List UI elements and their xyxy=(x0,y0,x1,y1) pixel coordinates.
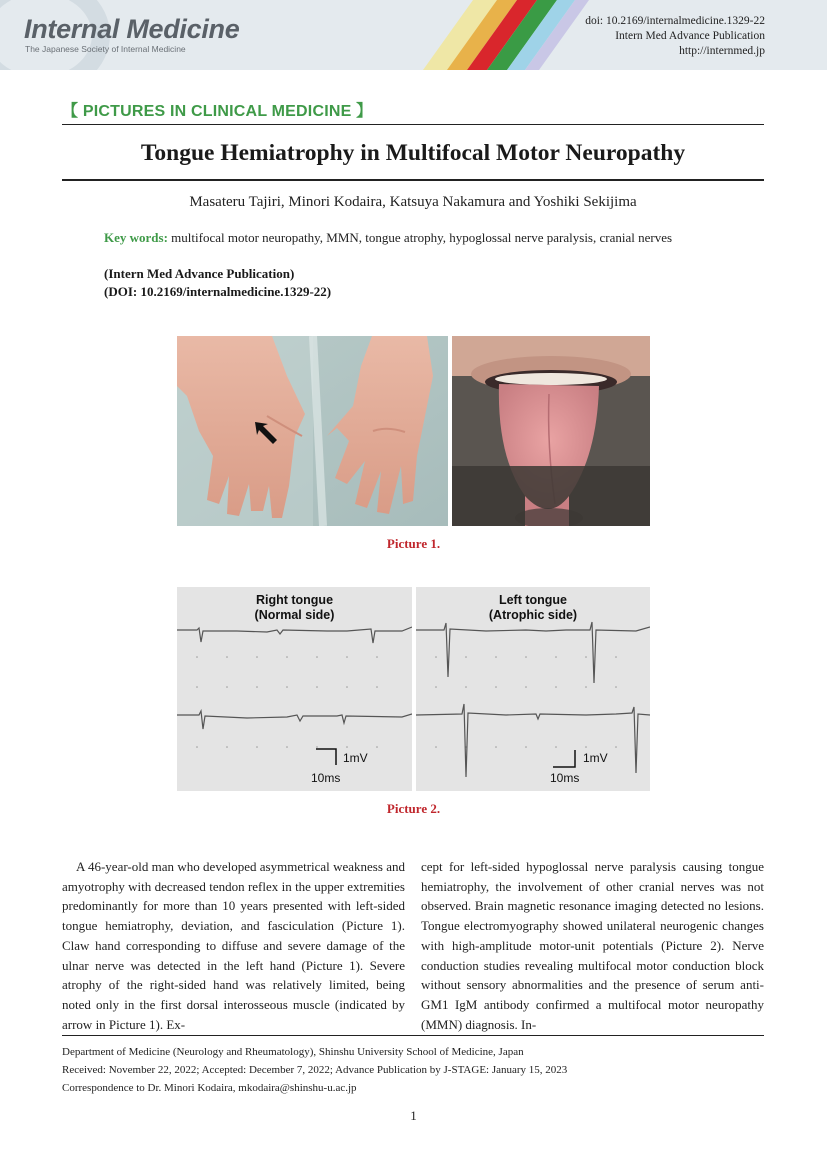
journal-logo: Internal Medicine xyxy=(24,14,240,44)
picture-1 xyxy=(177,336,650,526)
keywords-label: Key words: xyxy=(104,230,168,245)
received-dates: Received: November 22, 2022; Accepted: December 7, 2022; Advance Publication by J-STAGE: January 15, 2023 xyxy=(62,1064,568,1076)
picture-2 xyxy=(177,587,650,791)
emg-trace-left-tongue xyxy=(416,587,650,791)
emg-title-line-1: Left tongue xyxy=(498,593,568,607)
body-paragraph-1: A 46-year-old man who developed asymmetrical weakness and amyotrophy with decreased tendon reflex in the upper extremities predominantly for more than 10 years presented with left-sided tongue hemiatrophy, deviation, and fasciculation (Picture 1). Claw hand corresponding to diffuse and severe damage of the ulnar nerve was detected in the left hand (Picture 1). Severe atrophy of the right-sided hand was relatively limited, being noted only in the first dorsal interosseous muscle (indicated by arrow in Picture 1). Ex- xyxy=(62,859,405,1032)
journal-url[interactable]: http://internmed.jp xyxy=(679,45,765,57)
publication-line-1: (Intern Med Advance Publication) xyxy=(104,266,295,281)
section-label: 【 PICTURES IN CLINICAL MEDICINE 】 xyxy=(62,103,373,120)
authors: Masateru Tajiri, Minori Kodaira, Katsuya Nakamura and Yoshiki Sekijima xyxy=(189,194,637,210)
title-top-rule xyxy=(62,124,764,125)
hands-photo xyxy=(177,336,448,526)
emg-trace-right-tongue xyxy=(177,587,412,791)
emg-title-line-1: Right tongue xyxy=(255,593,334,607)
publication-line: Intern Med Advance Publication xyxy=(615,30,765,42)
keywords-text: multifocal motor neuropathy, MMN, tongue atrophy, hypoglossal nerve paralysis, cranial nerves xyxy=(171,230,673,245)
picture-1-caption: Picture 1. xyxy=(386,536,441,551)
journal-subtitle: The Japanese Society of Internal Medicine xyxy=(25,44,186,54)
emg-title-line-2: (Atrophic side) xyxy=(488,608,578,622)
body-column-right xyxy=(421,857,764,1034)
emg-scale-time-right: 10ms xyxy=(311,771,341,785)
publication-doi: (DOI: 10.2169/internalmedicine.1329-22) xyxy=(104,284,332,299)
affiliation: Department of Medicine (Neurology and Rheumatology), Shinshu University School of Medicine, Japan xyxy=(62,1046,524,1058)
header-meta xyxy=(585,14,765,59)
picture-2-caption: Picture 2. xyxy=(386,801,441,816)
journal-header xyxy=(0,0,827,70)
page-number: 1 xyxy=(410,1108,417,1123)
keywords xyxy=(104,230,672,246)
tongue-photo xyxy=(452,336,650,526)
emg-panel-right-tongue xyxy=(177,587,412,791)
doi-line: doi: 10.2169/internalmedicine.1329-22 xyxy=(585,15,765,27)
footnotes xyxy=(62,1043,567,1097)
emg-scale-amplitude-left: 1mV xyxy=(583,751,608,765)
article-title: Tongue Hemiatrophy in Multifocal Motor Neuropathy xyxy=(140,140,686,166)
body-column-left xyxy=(62,857,405,1034)
emg-scale-amplitude-right: 1mV xyxy=(343,751,368,765)
title-bottom-rule xyxy=(62,179,764,181)
footnote-rule xyxy=(62,1035,764,1036)
correspondence: Correspondence to Dr. Minori Kodaira, mkodaira@shinshu-u.ac.jp xyxy=(62,1082,357,1094)
emg-title-line-2: (Normal side) xyxy=(254,608,335,622)
body-paragraph-1-continued: cept for left-sided hypoglossal nerve paralysis causing tongue hemiatrophy, the involvement of other cranial nerves was not observed. Brain magnetic resonance imaging detected no lesions. Tongue electromyography showed unilateral neurogenic changes with high-amplitude motor-unit potentials (Picture 2). Nerve conduction studies revealing multifocal motor conduction block without sensory abnormalities and the presence of serum anti-GM1 IgM antibody confirmed a multifocal motor neuropathy (MMN) diagnosis. In- xyxy=(421,859,764,1032)
publication-info xyxy=(104,265,331,301)
emg-panel-left-tongue xyxy=(416,587,650,791)
emg-scale-time-left: 10ms xyxy=(550,771,580,785)
